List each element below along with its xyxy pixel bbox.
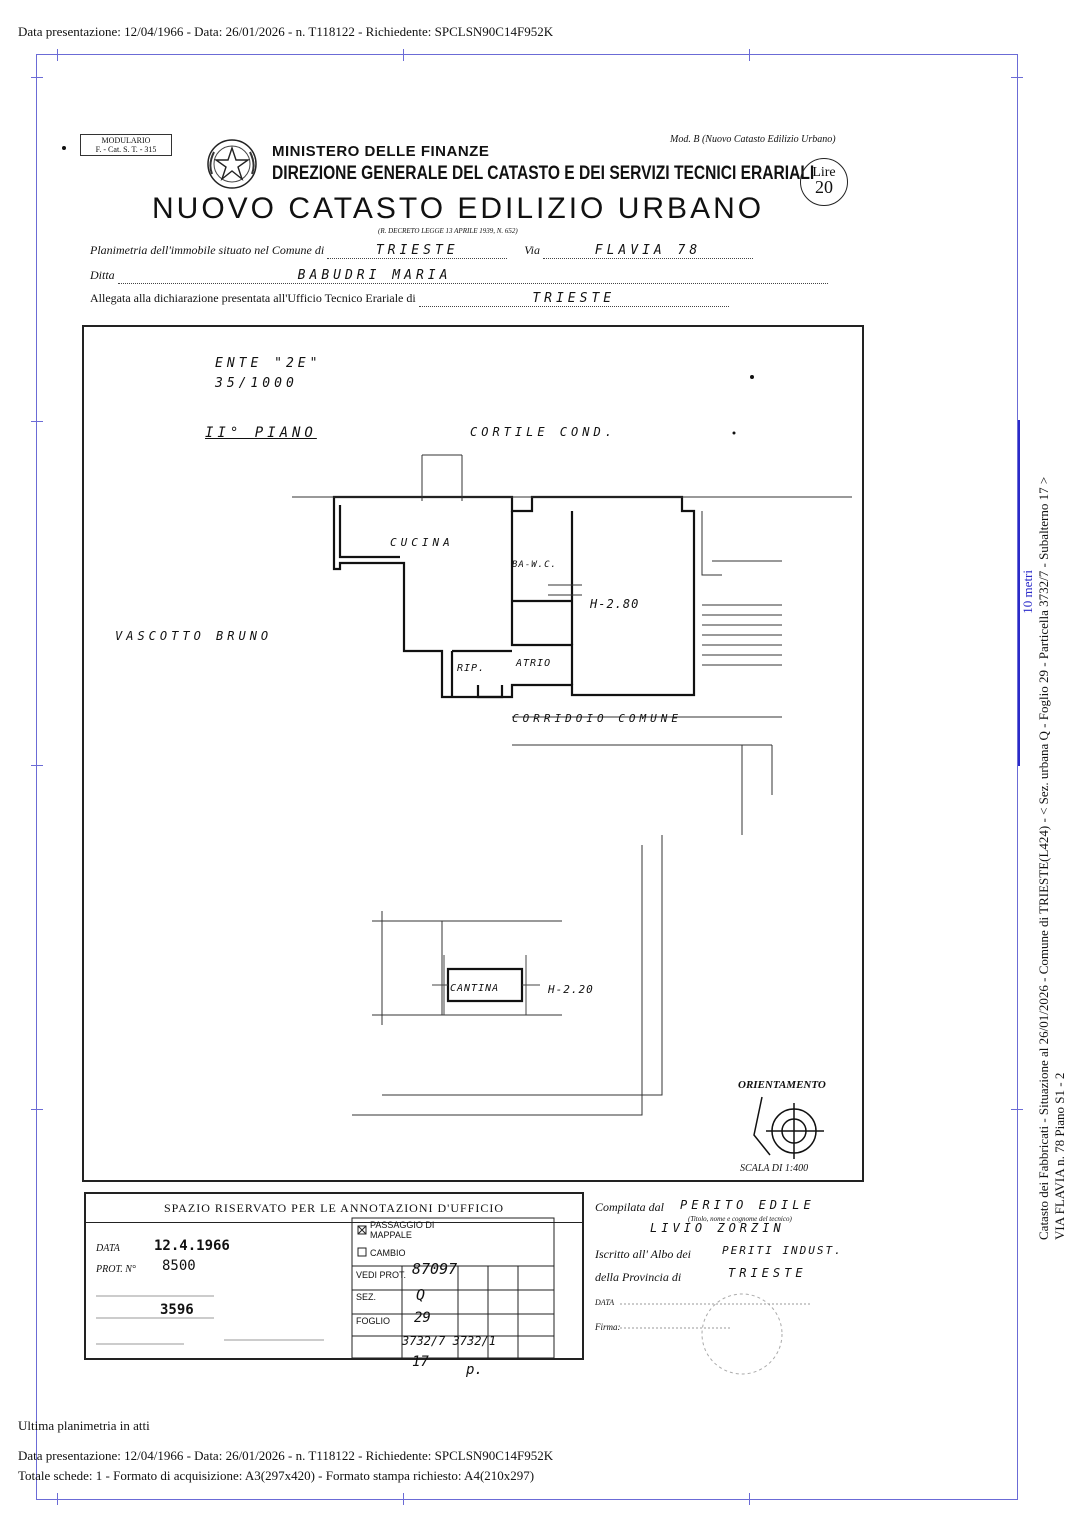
planimetria-label: Planimetria dell'immobile situato nel Comune di — [90, 243, 325, 257]
particella-value: 3732/7 3732/1 — [402, 1334, 496, 1348]
ufficio-value: TRIESTE — [419, 291, 729, 307]
form-title: NUOVO CATASTO EDILIZIO URBANO — [152, 192, 765, 225]
millesimi-label: 35/1000 — [215, 376, 298, 391]
row-planimetria — [90, 243, 753, 259]
allegata-label: Allegata alla dichiarazione presentata all'Ufficio Tecnico Erariale di — [90, 291, 416, 305]
provincia-label: della Provincia di — [595, 1270, 682, 1284]
cambio-option: CAMBIO — [370, 1248, 406, 1258]
office-prot-value: 8500 — [162, 1258, 196, 1274]
cantina-altezza-label: H-2.20 — [548, 983, 594, 996]
official-stamp — [620, 1292, 820, 1382]
titolo-note: (Titolo, nome e cognome del tecnico) — [688, 1215, 792, 1223]
foglio-value: 29 — [414, 1310, 431, 1326]
office-title: SPAZIO RISERVATO PER LE ANNOTAZIONI D'UFFICIO — [86, 1194, 582, 1223]
vedi-prot-label: VEDI PROT. — [356, 1270, 407, 1280]
modulario-box — [80, 134, 172, 156]
office-stamp-number: 3596 — [160, 1302, 194, 1318]
floor-plan-drawing — [82, 325, 864, 1182]
ditta-label: Ditta — [90, 268, 115, 282]
compilata-label: Compilata dal — [595, 1200, 665, 1214]
ultima-planimetria: Ultima planimetria in atti — [18, 1418, 150, 1433]
stamp-lire — [800, 158, 848, 206]
atrio-label: ATRIO — [516, 658, 552, 669]
sidebar-line-2: VIA FLAVIA n. 78 Piano S1 - 2 — [1052, 1072, 1067, 1240]
via-label: Via — [524, 243, 540, 257]
emblem-icon — [204, 134, 260, 192]
top-info-line: Data presentazione: 12/04/1966 - Data: 26/01/2026 - n. T118122 - Richiedente: SPCLSN90C14F952K — [18, 24, 554, 39]
sez-label: SEZ. — [356, 1292, 377, 1302]
iscritto-value: PERITI INDUST. — [722, 1244, 843, 1257]
cortile-label: CORTILE COND. — [470, 425, 616, 439]
scale-bar-label: 10 metri — [1020, 570, 1035, 614]
row-ditta — [90, 268, 828, 284]
sez-value: Q — [416, 1286, 426, 1304]
corridoio-label: CORRIDOIO COMUNE — [512, 712, 682, 725]
compass-icon — [754, 1097, 824, 1159]
vicino-label: VASCOTTO BRUNO — [115, 629, 273, 643]
provincia-value: TRIESTE — [728, 1266, 807, 1280]
cucina-label: CUCINA — [390, 536, 454, 549]
ministry-heading: MINISTERO DELLE FINANZE — [272, 143, 490, 160]
sidebar-cadastral-info — [1036, 476, 1076, 1240]
scala-label: SCALA DI 1:400 — [740, 1163, 809, 1174]
office-data-value: 12.4.1966 — [154, 1238, 230, 1254]
orientamento-label: ORIENTAMENTO — [738, 1079, 826, 1091]
footer-line-2: Totale schede: 1 - Formato di acquisizione: A3(297x420) - Formato stampa richiesto: A4(210x297) — [18, 1468, 535, 1483]
comune-value: TRIESTE — [327, 243, 507, 259]
subalterno-extra: p. — [466, 1362, 483, 1378]
data-sign-label: DATA — [595, 1298, 615, 1307]
altezza-label: H-2.80 — [590, 597, 640, 611]
decree-note: (R. DECRETO LEGGE 13 APRILE 1939, N. 652) — [378, 227, 518, 235]
modulario-code: F. - Cat. S. T. - 315 — [95, 145, 157, 154]
passaggio-option: PASSAGGIO DI MAPPALE — [370, 1220, 435, 1240]
iscritto-label: Iscritto all' Albo dei — [595, 1247, 692, 1261]
compilata-value: PERITO EDILE — [680, 1198, 815, 1212]
bullet-dot — [62, 146, 66, 150]
model-label: Mod. B (Nuovo Catasto Edilizio Urbano) — [670, 134, 836, 145]
tecnico-value: LIVIO ZORZIN — [650, 1221, 785, 1235]
office-prot-label: PROT. N° — [96, 1264, 136, 1275]
office-stamp-marks — [94, 1290, 324, 1360]
via-value: FLAVIA 78 — [543, 243, 753, 259]
office-data-label: DATA — [96, 1243, 120, 1254]
cantina-label: CANTINA — [450, 983, 500, 994]
direction-heading: DIREZIONE GENERALE DEL CATASTO E DEI SERVIZI TECNICI ERARIALI — [272, 163, 815, 184]
sidebar-line-1: Catasto dei Fabbricati - Situazione al 26/01/2026 - Comune di TRIESTE(L424) - < Sez. urbana Q - Foglio 29 - Particella 3732/7 - Subalterno 17 > — [1036, 476, 1051, 1240]
foglio-label: FOGLIO — [356, 1316, 391, 1326]
modulario-title: MODULARIO — [101, 136, 151, 145]
bagno-label: BA-W.C. — [512, 560, 557, 570]
piano-label: II° PIANO — [205, 425, 317, 441]
lire-label: Lire — [812, 165, 836, 180]
rip-label: RIP. — [457, 663, 486, 674]
vedi-prot-value: 87097 — [412, 1260, 458, 1278]
footer-line-1: Data presentazione: 12/04/1966 - Data: 26/01/2026 - n. T118122 - Richiedente: SPCLSN90C14F952K — [18, 1448, 554, 1463]
ente-label: ENTE "2E" — [215, 356, 322, 371]
subalterno-value: 17 — [412, 1354, 429, 1370]
lire-value: 20 — [815, 177, 833, 197]
firma-label: Firma: — [595, 1322, 621, 1332]
row-allegata — [90, 291, 729, 307]
ditta-value: BABUDRI MARIA — [118, 268, 828, 284]
